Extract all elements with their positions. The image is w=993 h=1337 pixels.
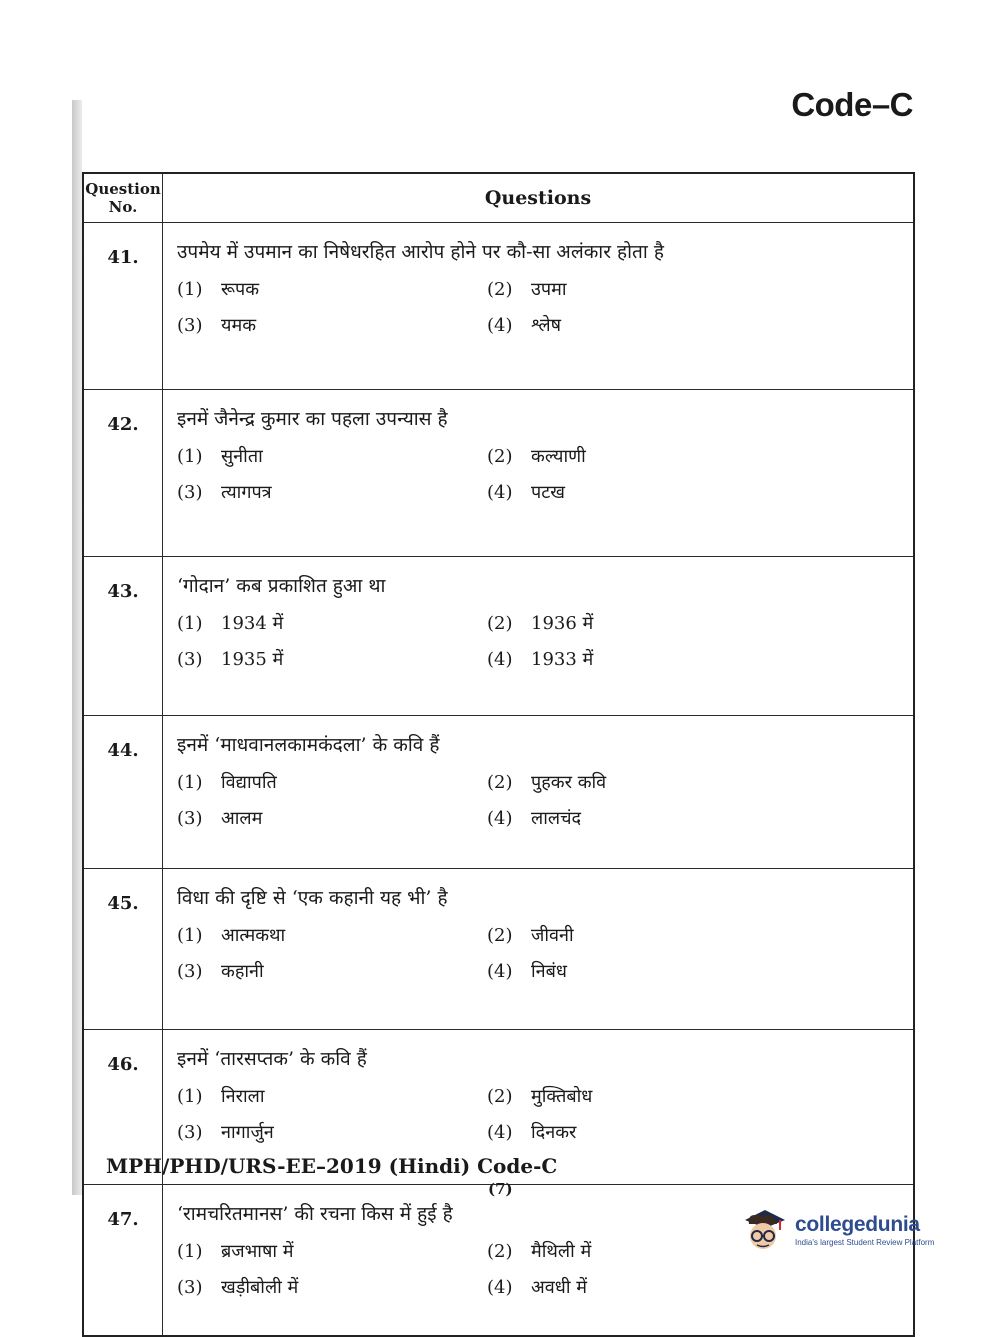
question-text: इनमें ‘तारसप्तक’ के कवि हैं [177,1048,367,1070]
question-number: 41. [83,223,163,390]
question-text: ‘रामचरितमानस’ की रचना किस में हुई है [177,1203,453,1225]
option: (4) लालचंद [487,808,582,829]
question-text: उपमेय में उपमान का निषेधरहित आरोप होने पर कौ-सा अलंकार होता है [177,241,664,263]
collegedunia-watermark [737,1200,967,1260]
option: (1) निराला [177,1086,265,1107]
footer-exam-code: MPH/PHD/URS-EE–2019 (Hindi) Code-C [106,1154,558,1178]
question-text: इनमें जैनेन्द्र कुमार का पहला उपन्यास है [177,408,448,430]
question-row [83,716,914,869]
option: (1) सुनीता [177,446,263,467]
options-grid [177,770,899,832]
logo-name: collegedunia [795,1213,920,1236]
question-cell [163,390,915,557]
options-grid [177,277,899,339]
question-cell [163,716,915,869]
question-text: इनमें ‘माधवानलकामकंदला’ के कवि हैं [177,734,440,756]
option: (2) मैथिली में [487,1241,592,1262]
option: (4) पटख [487,482,566,503]
option: (2) पुहकर कवि [487,772,607,793]
option: (3) यमक [177,315,257,336]
page-number: (7) [488,1180,513,1198]
option: (2) मुक्तिबोध [487,1086,593,1107]
question-row [83,390,914,557]
option: (2) उपमा [487,279,567,300]
option: (3) नागार्जुन [177,1122,274,1143]
option: (1) रूपक [177,279,260,300]
options-grid [177,923,899,985]
question-cell [163,869,915,1030]
question-cell [163,223,915,390]
question-number: 42. [83,390,163,557]
option: (2) 1936 में [487,613,594,634]
option: (1) विद्यापति [177,772,277,793]
question-row [83,557,914,716]
option: (3) आलम [177,808,263,829]
code-header: Code–C [791,86,913,123]
option: (1) 1934 में [177,613,284,634]
option: (3) 1935 में [177,649,284,670]
question-number: 47. [83,1185,163,1337]
table-header-row [83,173,914,223]
questions-header: Questions [163,173,915,223]
question-no-header-line1: Question [85,180,161,198]
options-grid [177,1084,899,1146]
option: (1) आत्मकथा [177,925,286,946]
question-number: 46. [83,1030,163,1185]
question-number: 45. [83,869,163,1030]
option: (4) श्लेष [487,315,562,336]
question-number: 44. [83,716,163,869]
scan-edge-shadow [72,100,82,1195]
option: (2) कल्याणी [487,446,586,467]
option: (2) जीवनी [487,925,574,946]
options-grid [177,611,899,673]
question-no-header-line2: No. [108,198,138,216]
question-number: 43. [83,557,163,716]
option: (4) अवधी में [487,1277,587,1298]
option: (3) कहानी [177,961,264,982]
question-row [83,869,914,1030]
logo-tagline: India's largest Student Review Platform [795,1238,935,1247]
question-row [83,223,914,390]
options-grid [177,444,899,506]
question-text: विधा की दृष्टि से ‘एक कहानी यह भी’ है [177,887,448,909]
option: (4) 1933 में [487,649,594,670]
option: (3) त्यागपत्र [177,482,272,503]
option: (1) ब्रजभाषा में [177,1241,294,1262]
option: (4) दिनकर [487,1122,577,1143]
question-cell [163,557,915,716]
option: (3) खड़ीबोली में [177,1277,299,1298]
question-no-header [83,173,163,223]
question-text: ‘गोदान’ कब प्रकाशित हुआ था [177,575,386,597]
option: (4) निबंध [487,961,567,982]
student-mascot-icon [737,1204,789,1256]
